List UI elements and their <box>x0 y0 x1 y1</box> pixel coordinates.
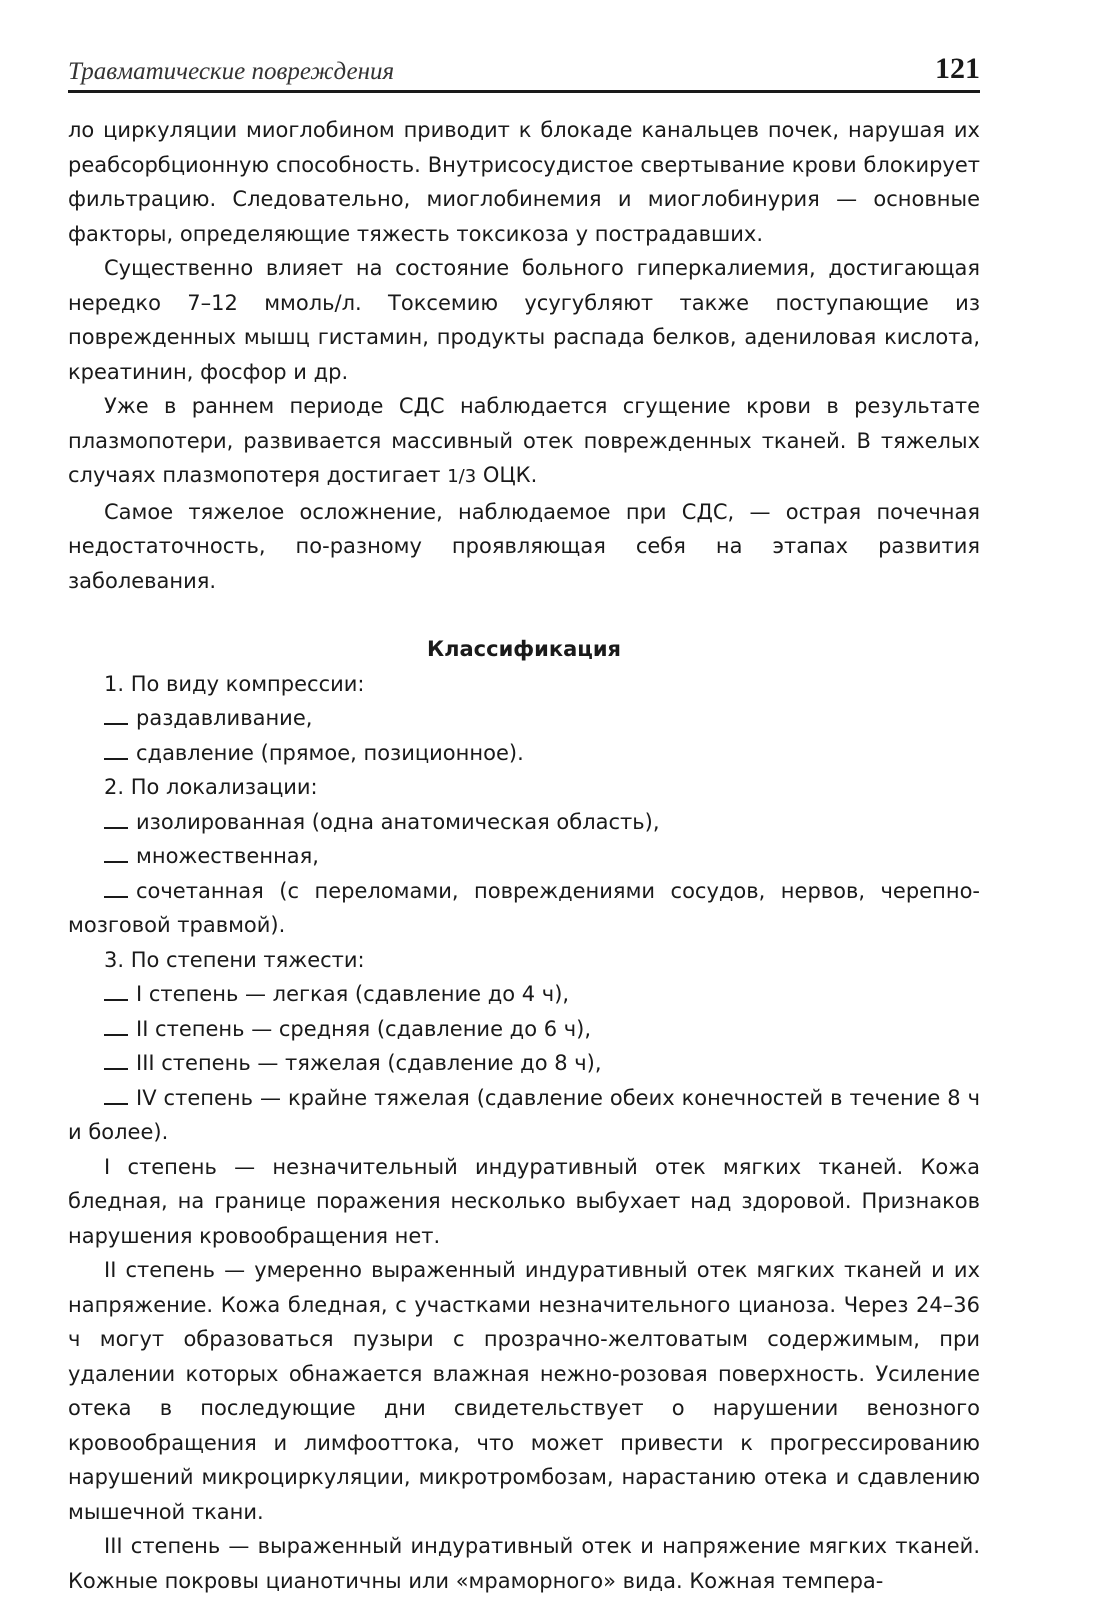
paragraph: II степень — умеренно выраженный индуративный отек мягких тканей и их напряжение. Кожа бледная, с участками незначительного цианоза. Через 24–36 ч могут образоваться пузыри с прозрачно-желтоватым содержимым, при удалении которых обнажается влажная нежно-розовая поверхность. Усиление отека в последующие дни свидетельствует о нарушении венозного кровообращения и лимфооттока, что может привести к прогрессированию нарушений микроциркуляции, микротромбозам, нарастанию отека и сдавлению мышечной ткани. <box>68 1258 980 1524</box>
page-number: 121 <box>935 52 980 85</box>
dash-marker <box>104 1016 128 1036</box>
dash-marker <box>104 878 128 898</box>
list-item: III степень — тяжелая (сдавление до 8 ч), <box>68 1046 980 1081</box>
dash-marker <box>104 981 128 1001</box>
paragraph-text: ОЦК. <box>476 463 538 487</box>
paragraph: I степень — незначительный индуративный отек мягких тканей. Кожа бледная, на границе поражения несколько выбухает над здоровой. Признаков нарушения кровообращения нет. <box>68 1154 980 1248</box>
list-item: сдавление (прямое, позиционное). <box>68 736 980 771</box>
list-item: IV степень — крайне тяжелая (сдавление обеих конечностей в течение 8 ч и более). <box>68 1085 980 1144</box>
dash-marker <box>104 843 128 863</box>
paragraph <box>68 389 980 495</box>
dash-marker <box>104 1085 128 1105</box>
running-header <box>68 44 980 93</box>
dash-marker <box>104 809 128 829</box>
chapter-title: Травматические повреждения <box>68 58 395 85</box>
book-page <box>68 44 980 1593</box>
section-heading: Классификация <box>426 637 622 661</box>
paragraph: Самое тяжелое осложнение, наблюдаемое при СДС, — острая почечная недостаточность, по-разному проявляющая себя на этапах развития заболевания. <box>68 499 980 593</box>
list-title: 1. По виду компрессии: <box>104 671 365 696</box>
page-body <box>68 113 980 1598</box>
dash-marker <box>104 1050 128 1070</box>
list-item: сочетанная (с переломами, повреждениями сосудов, нервов, черепно-мозговой травмой). <box>68 878 980 937</box>
list-item: I степень — легкая (сдавление до 4 ч), <box>68 977 980 1012</box>
list-item: раздавливание, <box>68 701 980 736</box>
paragraph-text: Уже в раннем периоде СДС наблюдается сгущение крови в результате плазмопотери, развивается массивный отек поврежденных тканей. В тяжелых случаях плазмопотеря достигает <box>68 394 980 487</box>
dash-marker <box>104 705 128 725</box>
list-item: изолированная (одна анатомическая область), <box>68 805 980 840</box>
paragraph: III степень — выраженный индуративный отек и напряжение мягких тканей. Кожные покровы цианотичны или «мраморного» вида. Кожная темпера- <box>68 1534 980 1593</box>
fraction: 1/3 <box>447 466 477 487</box>
list-item: II степень — средняя (сдавление до 6 ч), <box>68 1012 980 1047</box>
list-item: множественная, <box>68 839 980 874</box>
list-title: 3. По степени тяжести: <box>104 947 365 972</box>
paragraph: ло циркуляции миоглобином приводит к блокаде канальцев почек, нарушая их реабсорбционную способность. Внутрисосудистое свертывание крови блокирует фильтрацию. Следовательно, миоглобинемия и миоглобинурия — основные факторы, определяющие тяжесть токсикоза у пострадавших. <box>68 118 980 246</box>
dash-marker <box>104 740 128 760</box>
paragraph: Существенно влияет на состояние больного гиперкалиемия, достигающая нередко 7–12 ммоль/л. Токсемию усугубляют также поступающие из поврежденных мышц гистамин, продукты распада белков, адениловая кислота, креатинин, фосфор и др. <box>68 256 980 384</box>
list-title: 2. По локализации: <box>104 775 318 799</box>
